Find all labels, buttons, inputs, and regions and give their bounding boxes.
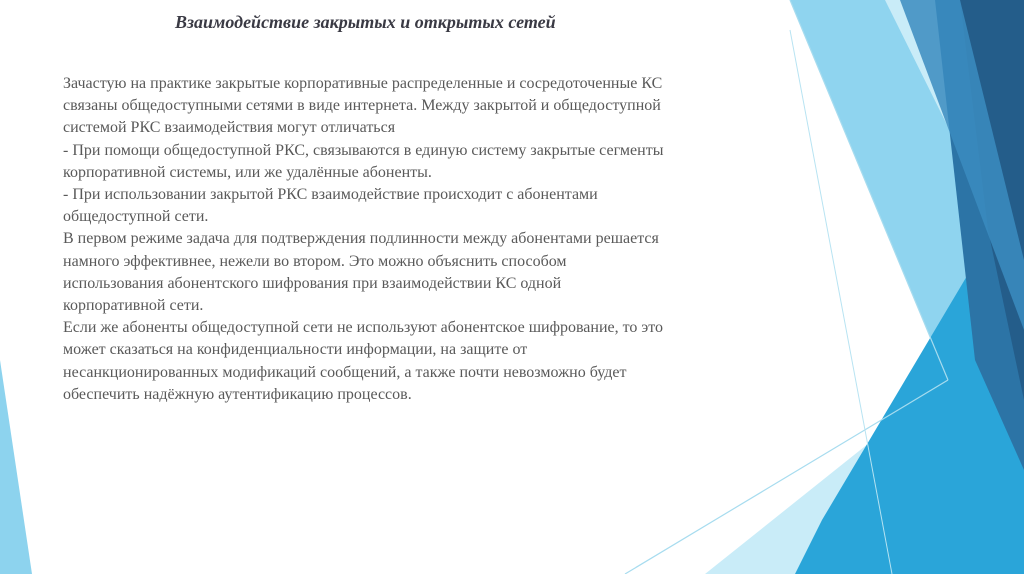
body-line: общедоступной сети.	[63, 208, 209, 226]
body-line: Если же абоненты общедоступной сети не используют абонентское шифрование, то это	[63, 319, 664, 337]
body-line: корпоративной сети.	[63, 297, 204, 315]
slide-title: Взаимодействие закрытых и открытых сетей	[175, 12, 556, 32]
body-line: корпоративной системы, или же удалённые абоненты.	[63, 163, 432, 181]
left-edge-shape	[0, 360, 32, 574]
body-line: может сказаться на конфиденциальности информации, на защите от	[63, 341, 528, 359]
body-text	[63, 73, 793, 406]
body-line: обеспечить надёжную аутентификацию процессов.	[63, 385, 412, 403]
body-line: несанкционированных модификаций сообщений, а также почти невозможно будет	[63, 363, 627, 381]
body-line: связаны общедоступными сетями в виде интернета. Между закрытой и общедоступной	[63, 97, 661, 115]
body-line: - При помощи общедоступной РКС, связываются в единую систему закрытые сегменты	[63, 141, 664, 159]
body-line: Зачастую на практике закрытые корпоративные распределенные и сосредоточенные КС	[63, 75, 663, 92]
body-line: - При использовании закрытой РКС взаимодействие происходит с абонентами	[63, 186, 598, 204]
body-line: В первом режиме задача для подтверждения подлинности между абонентами решается	[63, 230, 659, 248]
body-line: намного эффективнее, нежели во втором. Это можно объяснить способом	[63, 252, 567, 270]
body-line: использования абонентского шифрования при взаимодействии КС одной	[63, 274, 562, 292]
body-line: системой РКС взаимодействия могут отличаться	[63, 119, 396, 137]
